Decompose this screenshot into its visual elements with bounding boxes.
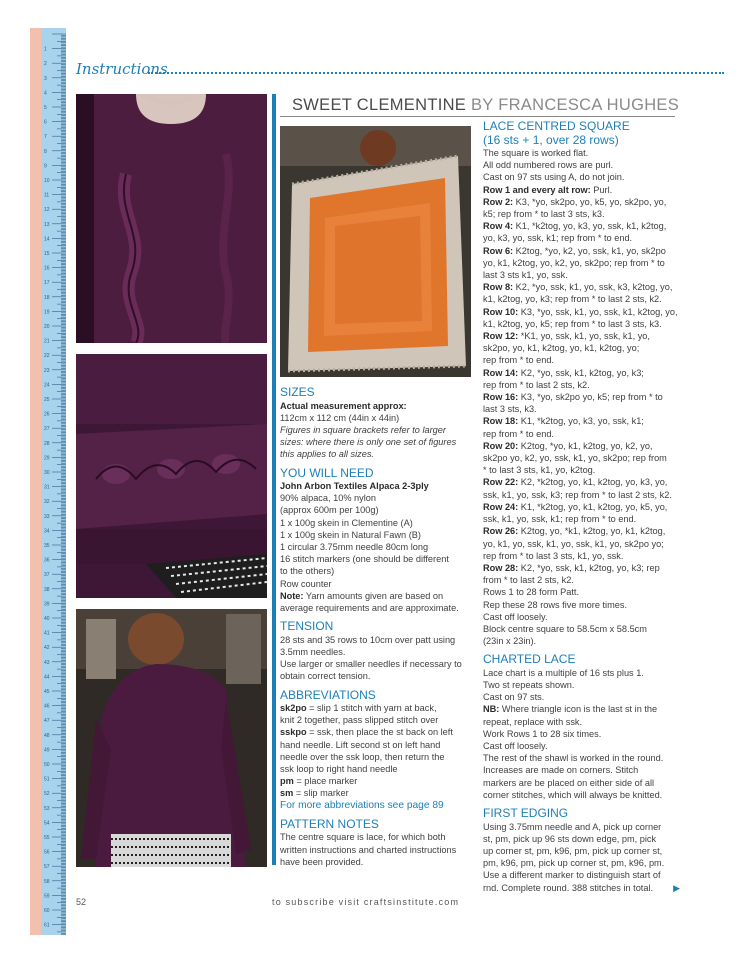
row-text: ssk loop to right hand needle: [280, 764, 398, 775]
ruler-label: 37: [44, 572, 50, 579]
instruction-line: [483, 764, 688, 776]
instruction-line: [483, 562, 688, 574]
instruction-line: [483, 330, 688, 342]
row-label: sk2po: [280, 703, 307, 714]
row-text: Purl.: [590, 184, 613, 195]
row-text: The rest of the shawl is worked in the round.: [483, 753, 664, 764]
row-text: ssk, k1, yo, ssk, k1; rep from * to end.: [483, 514, 637, 525]
row-text: K3, *yo, sk2po, yo, k5, yo, sk2po, yo,: [513, 196, 667, 207]
ruler-label: 32: [44, 499, 50, 506]
ruler-label: 22: [44, 353, 50, 360]
tension-heading: TENSION: [280, 619, 334, 634]
row-text: last 3 sts, k3.: [483, 404, 537, 415]
row-text: k5; rep from * to last 3 sts, k3.: [483, 209, 605, 220]
instruction-line: [280, 714, 467, 726]
instruction-line: [483, 728, 688, 740]
ruler-label: 10: [44, 178, 50, 184]
row-label: sm: [280, 788, 294, 799]
ruler-label: 14: [44, 236, 50, 243]
row-text: K2tog, *yo, k2, yo, ssk, k1, yo, sk2po: [513, 245, 666, 256]
ruler-label: 59: [44, 893, 50, 900]
subscribe-link[interactable]: to subscribe visit craftsinstitute.com: [272, 897, 460, 907]
row-label: Row 20:: [483, 440, 519, 451]
ruler-label: 27: [44, 426, 50, 433]
instruction-line: [280, 775, 467, 787]
row-text: (23in x 23in).: [483, 636, 537, 647]
instruction-line: [483, 440, 688, 452]
ruler-label: 61: [44, 922, 50, 929]
row-text: K2tog, yo, *k1, k2tog, yo, k1, k2tog,: [518, 526, 666, 537]
row-label: Row 28:: [483, 562, 519, 573]
row-text: Rows 1 to 28 form Patt.: [483, 587, 579, 598]
tension-text: [280, 634, 467, 683]
ruler-label: 20: [44, 324, 50, 330]
instruction-line: [483, 599, 688, 611]
article-title: [280, 94, 680, 116]
instruction-line: [483, 171, 688, 183]
row-label: Row 10:: [483, 306, 519, 317]
ruler-label: 33: [44, 513, 50, 520]
instruction-line: [483, 232, 688, 244]
ruler-label: 47: [44, 718, 50, 725]
instruction-line: [483, 354, 688, 366]
text-line: 1 circular 3.75mm needle 80cm long: [280, 542, 429, 553]
row-text: K1, *k2tog, yo, k1, k2tog, yo, k5, yo,: [518, 501, 668, 512]
abbreviations-list: [280, 702, 467, 800]
text-line: The centre square is lace, for which both: [280, 832, 446, 843]
sizes-text: [280, 400, 467, 461]
ruler-label: 42: [44, 645, 50, 652]
row-label: Row 8:: [483, 282, 514, 293]
photo-sleeve-detail: [76, 354, 267, 598]
instruction-line: [483, 611, 688, 623]
row-label: Row 4:: [483, 221, 514, 232]
instruction-line: [483, 159, 688, 171]
pattern-notes-text: [280, 831, 467, 868]
ruler-label: 38: [44, 586, 50, 593]
row-text: yo, k3, yo, ssk, k1; rep from * to end.: [483, 233, 633, 244]
text-line: Row counter: [280, 578, 332, 589]
ruler-label: 26: [44, 411, 50, 418]
row-text: All odd numbered rows are purl.: [483, 160, 614, 171]
ruler-label: 16: [44, 265, 50, 272]
instruction-line: [483, 281, 688, 293]
header-dotted-rule: [148, 72, 724, 74]
row-text: Lace chart is a multiple of 16 sts plus 1.: [483, 667, 644, 678]
row-label: Row 6:: [483, 245, 514, 256]
column-divider: [272, 94, 276, 865]
ruler-label: 23: [44, 367, 50, 374]
row-text: k1, k2tog, yo, k3; rep from * to last 2 sts, k2.: [483, 294, 662, 305]
lace-square-instructions: [483, 147, 688, 647]
instruction-line: [483, 391, 688, 403]
ruler-label: 43: [44, 659, 50, 666]
pattern-name: SWEET CLEMENTINE: [292, 96, 467, 114]
instruction-line: [483, 220, 688, 232]
ruler-label: 19: [44, 309, 50, 316]
row-text: The square is worked flat.: [483, 148, 589, 158]
row-text: K1, *k2tog, yo, k3, yo, ssk, k1;: [518, 416, 644, 427]
note-line: Yarn amounts given are based on: [303, 590, 444, 601]
instruction-line: [483, 367, 688, 379]
instruction-line: [483, 667, 688, 679]
sizes-heading: SIZES: [280, 385, 315, 399]
text-line: obtain correct tension.: [280, 671, 371, 682]
text-line: 28 sts and 35 rows to 10cm over patt using: [280, 634, 456, 645]
ruler-label: 11: [44, 192, 50, 199]
materials-list: [280, 480, 467, 590]
text-line: (approx 600m per 100g): [280, 505, 379, 516]
designer-byline: BY FRANCESCA HUGHES: [471, 96, 680, 114]
instruction-line: [280, 787, 467, 799]
ruler-label: 6: [44, 119, 47, 126]
charted-lace-heading: CHARTED LACE: [483, 652, 576, 667]
instruction-line: [483, 245, 688, 257]
text-line: 1 x 100g skein in Natural Fawn (B): [280, 529, 421, 540]
instruction-line: [280, 702, 467, 714]
text-line: 16 stitch markers (one should be different: [280, 554, 449, 565]
row-text: = slip marker: [293, 788, 349, 799]
instruction-line: [483, 269, 688, 281]
ruler-label: 4: [44, 90, 47, 97]
ruler-label: 17: [44, 280, 50, 287]
text-line: Use a different marker to distinguish start of: [483, 870, 661, 881]
ruler-label: 35: [44, 543, 50, 549]
cable-sweater-image: [76, 94, 267, 343]
text-line: this applies to all sizes.: [280, 449, 374, 460]
ruler-label: 41: [44, 630, 50, 637]
row-text: K2, *k2tog, yo, k1, k2tog, yo, k3, yo,: [518, 477, 668, 488]
abbreviations-heading: ABBREVIATIONS: [280, 687, 376, 702]
ruler-label: 5: [44, 105, 47, 111]
row-text: K2tog, *yo, k1, k2tog, yo, k2, yo,: [518, 440, 653, 451]
instruction-line: [483, 586, 688, 598]
row-text: rep from * to last 3 sts, k1, yo, ssk.: [483, 550, 624, 561]
text-line: to the others): [280, 566, 335, 577]
text-line: Using 3.75mm needle and A, pick up corner: [483, 821, 662, 832]
left-text-column: [280, 386, 467, 868]
text-line: written instructions and charted instructions: [280, 844, 457, 855]
ruler-label: 51: [44, 776, 50, 783]
row-label: Row 2:: [483, 196, 514, 207]
section-title: Instructions: [76, 60, 168, 78]
instruction-line: [483, 293, 688, 305]
text-line: 112cm x 112 cm (44in x 44in): [280, 412, 400, 423]
ruler-label: 40: [44, 616, 50, 622]
row-text: yo, k1, k2tog, yo, k2, yo, sk2po; rep from * to: [483, 257, 665, 268]
ruler-label: 55: [44, 835, 50, 841]
first-edging-heading: FIRST EDGING: [483, 806, 569, 821]
row-text: K2, *yo, ssk, k1, k2tog, yo, k3; rep: [518, 562, 660, 573]
instruction-line: [483, 318, 688, 330]
ruler-label: 60: [44, 908, 50, 914]
ruler-label: 3: [44, 75, 47, 82]
instruction-line: [280, 763, 467, 775]
instruction-line: [483, 623, 688, 635]
row-text: Block centre square to 58.5cm x 58.5cm: [483, 623, 647, 634]
continue-arrow-icon: ▶: [673, 882, 680, 893]
instruction-line: [483, 342, 688, 354]
row-label: pm: [280, 776, 294, 787]
row-text: Where triangle icon is the last st in the: [499, 704, 658, 715]
row-text: sk2po yo, k2, yo, ssk, k1, yo, sk2po; rep from: [483, 453, 667, 464]
text-line: pm, k96, pm, pick up corner st, pm, k96, pm.: [483, 858, 665, 869]
ruler-label: 45: [44, 689, 50, 695]
instruction-line: [483, 679, 688, 691]
instruction-line: [483, 464, 688, 476]
photo-cable-detail: [76, 94, 267, 343]
ruler-label: 44: [44, 674, 50, 681]
text-line: 1 x 100g skein in Clementine (A): [280, 517, 413, 528]
text-line: John Arbon Textiles Alpaca 2-3ply: [280, 481, 429, 492]
text-line: rnd. Complete round. 388 stitches in total.: [483, 882, 654, 893]
text-line: 3.5mm needles.: [280, 646, 346, 657]
instruction-line: [483, 740, 688, 752]
ruler-label: 50: [44, 762, 50, 768]
ruler-label: 31: [44, 484, 50, 491]
instruction-line: [483, 452, 688, 464]
row-text: Increases are made on corners. Stitch: [483, 765, 639, 776]
lace-square-subheading: (16 sts + 1, over 28 rows): [483, 132, 619, 147]
row-text: hand needle. Lift second st on left hand: [280, 739, 441, 750]
ruler-label: 49: [44, 747, 50, 754]
sleeve-image: [76, 354, 267, 598]
row-text: K3, *yo, ssk, k1, yo, ssk, k1, k2tog, yo,: [518, 306, 678, 317]
text-line: have been provided.: [280, 856, 364, 867]
row-text: rep from * to end.: [483, 355, 554, 366]
text-line: Figures in square brackets refer to larger: [280, 424, 446, 435]
row-text: yo, k1, yo, ssk, k1, yo, ssk, k1, yo, sk2po yo;: [483, 538, 664, 549]
row-label: Row 18:: [483, 416, 519, 427]
row-text: K3, *yo, sk2po yo, k5; rep from * to: [518, 392, 663, 403]
row-text: needle over the ssk loop, then return the: [280, 751, 445, 762]
back-view-image: [76, 609, 267, 867]
ruler-label: 29: [44, 455, 50, 462]
row-text: * to last 3 sts, k1, yo, k2tog.: [483, 465, 596, 476]
row-text: K1, *k2tog, yo, k3, yo, ssk, k1, k2tog,: [513, 221, 667, 232]
row-text: Cast on 97 sts.: [483, 692, 545, 703]
ruler-label: 53: [44, 805, 50, 812]
instruction-line: [483, 208, 688, 220]
page-number: 52: [76, 897, 87, 907]
instruction-line: [483, 538, 688, 550]
row-label: Row 22:: [483, 477, 519, 488]
row-text: repeat, replace with ssk.: [483, 716, 583, 727]
row-text: last 3 sts k1, yo, ssk.: [483, 270, 568, 281]
row-text: rep from * to last 2 sts, k2.: [483, 379, 590, 390]
row-label: Row 16:: [483, 392, 519, 403]
charted-lace-instructions: [483, 667, 688, 801]
instruction-line: [483, 691, 688, 703]
instruction-line: [483, 476, 688, 488]
row-text: rep from * to end.: [483, 428, 554, 439]
instruction-line: [483, 379, 688, 391]
photo-shawl: [280, 126, 471, 377]
instruction-line: [483, 257, 688, 269]
text-line: sizes: where there is only one set of figures: [280, 437, 457, 448]
shawl-image: [280, 126, 471, 377]
text-line: Actual measurement approx:: [280, 400, 407, 411]
row-text: = ssk, then place the st back on left: [306, 727, 453, 738]
ruler-label: 48: [44, 732, 50, 739]
ruler-label: 7: [44, 134, 47, 141]
ruler-inch-strip: [30, 28, 41, 935]
instruction-line: [483, 403, 688, 415]
lace-square-heading: LACE CENTRED SQUARE: [483, 119, 630, 133]
ruler-label: 15: [44, 251, 50, 257]
yarn-note: [280, 590, 467, 602]
row-text: Rep these 28 rows five more times.: [483, 599, 627, 610]
pattern-notes-heading: PATTERN NOTES: [280, 816, 379, 831]
instruction-line: [483, 306, 688, 318]
ruler-label: 8: [44, 148, 47, 155]
row-label: Row 26:: [483, 526, 519, 537]
ruler-label: 21: [44, 338, 50, 345]
ruler-label: 30: [44, 470, 50, 476]
instruction-line: [483, 184, 688, 196]
instruction-line: [280, 751, 467, 763]
row-text: knit 2 together, pass slipped stitch over: [280, 715, 439, 726]
ruler-label: 58: [44, 878, 50, 885]
ruler-label: 57: [44, 864, 50, 871]
ruler-label: 28: [44, 440, 50, 447]
instruction-line: [483, 415, 688, 427]
ruler-label: 9: [44, 163, 47, 170]
instruction-line: [483, 525, 688, 537]
ruler-label: 18: [44, 294, 50, 301]
row-text: from * to last 2 sts, k2.: [483, 575, 574, 586]
instruction-line: [483, 501, 688, 513]
ruler-label: 52: [44, 791, 50, 798]
instruction-line: [483, 752, 688, 764]
row-text: corner stitches, which will always be knitted.: [483, 789, 663, 800]
text-line: Use larger or smaller needles if necessary to: [280, 659, 462, 670]
instruction-line: [483, 789, 688, 801]
ruler-label: 25: [44, 397, 50, 403]
note-label: Note:: [280, 590, 304, 601]
ruler-label: 24: [44, 382, 50, 389]
ruler-label: 1: [44, 46, 47, 53]
instruction-line: [483, 147, 688, 159]
row-label: Row 1 and every alt row:: [483, 184, 591, 195]
text-line: 90% alpaca, 10% nylon: [280, 493, 377, 504]
ruler-label: 56: [44, 849, 50, 856]
instruction-line: [483, 513, 688, 525]
instruction-line: [280, 726, 467, 738]
text-line: up corner st, pm, k96, pm, pick up corner st,: [483, 845, 663, 856]
instruction-line: [483, 550, 688, 562]
row-text: Work Rows 1 to 28 six times.: [483, 728, 602, 739]
ruler-label: 54: [44, 820, 50, 827]
row-text: ssk, k1, yo, ssk, k3; rep from * to last 2 sts, k2.: [483, 489, 672, 500]
row-text: markers are be placed on either side of all: [483, 777, 655, 788]
instruction-line: [483, 196, 688, 208]
ruler-label: 46: [44, 703, 50, 710]
article-title-bar: [280, 94, 680, 117]
instruction-line: [483, 716, 688, 728]
first-edging-instructions: [483, 821, 688, 894]
row-text: K2, *yo, ssk, k1, k2tog, yo, k3;: [518, 367, 644, 378]
row-text: *K1, yo, ssk, k1, yo, ssk, k1, yo,: [518, 331, 650, 342]
instruction-line: [483, 635, 688, 647]
instruction-line: [280, 739, 467, 751]
ruler-label: 12: [44, 207, 50, 214]
section-header: [76, 60, 726, 80]
row-text: Cast off loosely.: [483, 611, 548, 622]
instruction-line: [483, 489, 688, 501]
row-text: Two st repeats shown.: [483, 680, 575, 691]
instruction-line: [483, 703, 688, 715]
row-text: = slip 1 stitch with yarn at back,: [306, 703, 437, 714]
you-will-need-heading: YOU WILL NEED: [280, 465, 374, 480]
row-text: K2, *yo, ssk, k1, yo, ssk, k3, k2tog, yo,: [513, 282, 673, 293]
note-line: average requirements and are approximate.: [280, 603, 459, 614]
ruler-label: 34: [44, 528, 50, 535]
instruction-line: [483, 777, 688, 789]
ruler-label: 2: [44, 61, 47, 68]
row-label: Row 24:: [483, 501, 519, 512]
right-text-column: [483, 120, 688, 894]
photo-back-view: [76, 609, 267, 867]
instruction-line: [483, 574, 688, 586]
text-line: st, pm, pick up 96 sts down edge, pm, pick: [483, 833, 657, 844]
row-label: Row 12:: [483, 331, 519, 342]
ruler-label: 39: [44, 601, 50, 608]
row-text: Cast off loosely.: [483, 741, 548, 752]
ruler-label: 36: [44, 557, 50, 564]
row-text: sk2po, yo, k1, k2tog, yo, k1, k2tog, yo;: [483, 343, 640, 354]
row-label: sskpo: [280, 727, 307, 738]
row-text: k1, k2tog, yo, k5; rep from * to last 3 sts, k3.: [483, 318, 662, 329]
instruction-line: [483, 428, 688, 440]
row-label: NB:: [483, 704, 500, 715]
more-abbreviations-link[interactable]: For more abbreviations see page 89: [280, 799, 444, 811]
row-label: Row 14:: [483, 367, 519, 378]
row-text: Cast on 97 sts using A, do not join.: [483, 172, 625, 183]
row-text: = place marker: [293, 776, 358, 787]
ruler-label: 13: [44, 221, 50, 228]
